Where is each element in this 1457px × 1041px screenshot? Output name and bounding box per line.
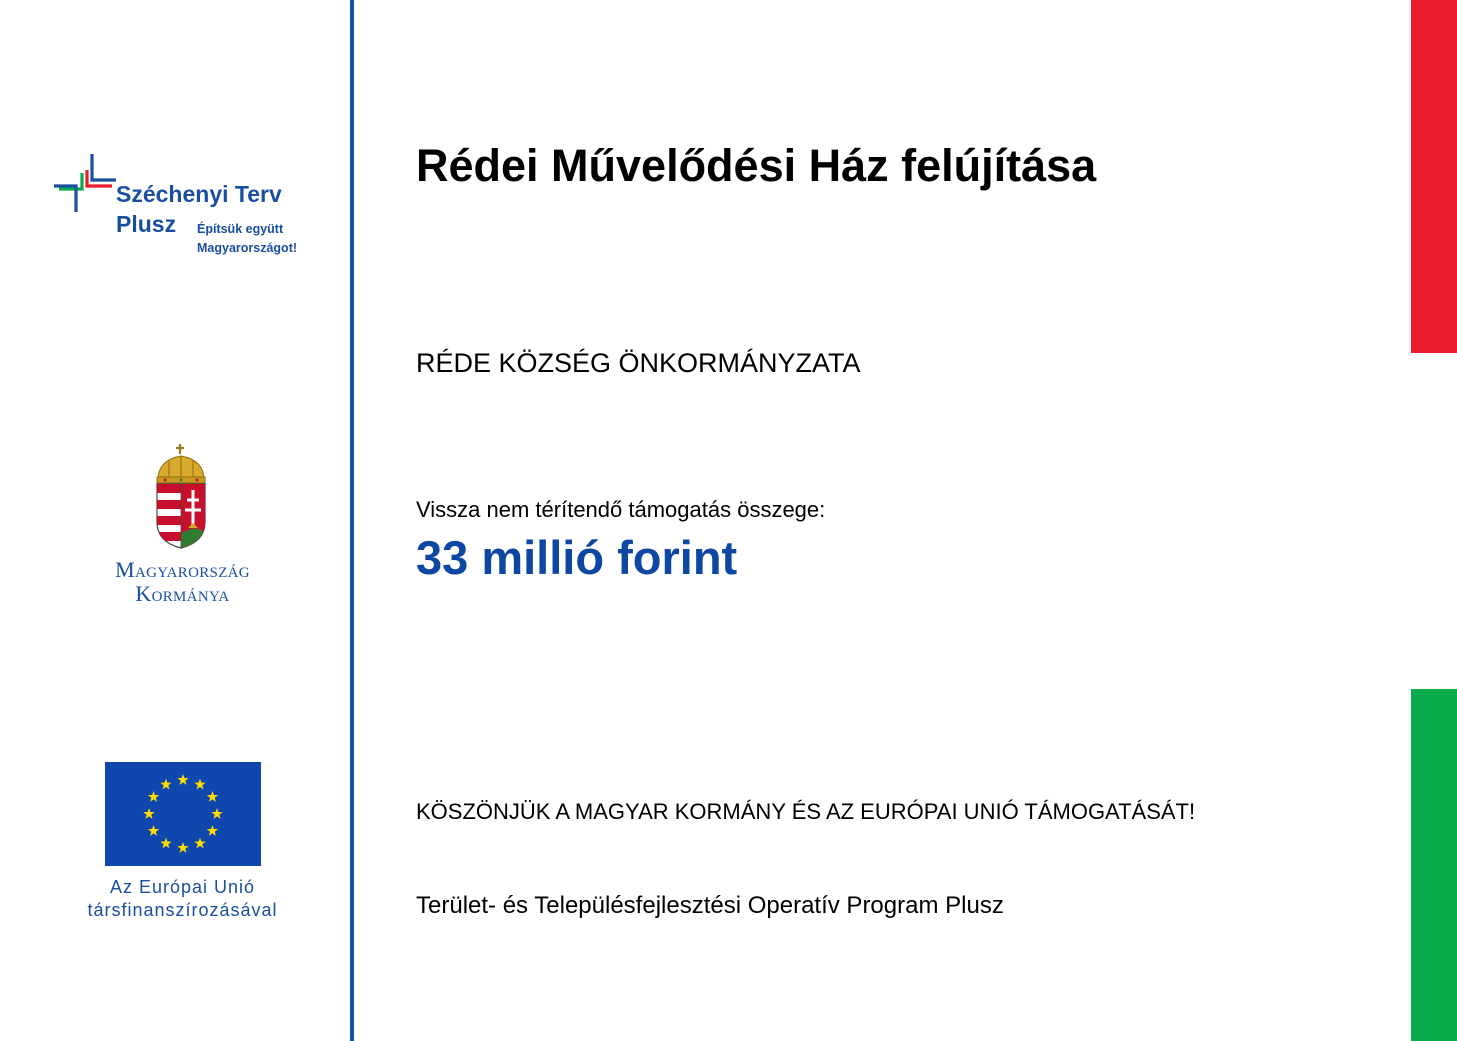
grant-amount: 33 millió forint [416, 531, 738, 584]
eu-line2: társfinanszírozásával [87, 900, 278, 920]
szechenyi-title: Széchenyi Terv [116, 181, 282, 207]
hungarian-coat-of-arms-icon [151, 444, 211, 552]
grant-label: Vissza nem térítendő támogatás összege: [416, 497, 826, 522]
eu-flag-icon [105, 762, 261, 866]
szechenyi-plus: Plusz [116, 211, 177, 237]
flag-red-stripe [1411, 0, 1457, 353]
project-title: Rédei Művelődési Ház felújítása [416, 140, 1097, 191]
government-line2: Kormánya [135, 581, 230, 606]
szechenyi-slogan [197, 220, 297, 258]
szechenyi-logo [54, 150, 334, 260]
program-name: Terület- és Településfejlesztési Operatív Program Plusz [416, 892, 1004, 919]
vertical-divider [350, 0, 354, 1041]
flag-green-stripe [1411, 689, 1457, 1041]
szechenyi-slogan-line1: Építsük együtt [197, 222, 284, 236]
eu-label [40, 876, 325, 922]
thanks-message: KÖSZÖNJÜK A MAGYAR KORMÁNY ÉS AZ EURÓPAI UNIÓ TÁMOGATÁSÁT! [416, 799, 1196, 824]
government-label [60, 558, 305, 606]
government-line1: Magyarország [115, 557, 250, 582]
eu-line1: Az Európai Unió [109, 877, 256, 897]
szechenyi-slogan-line2: Magyarországot! [197, 241, 298, 255]
szechenyi-cross-icon [54, 152, 118, 216]
beneficiary-name: RÉDE KÖZSÉG ÖNKORMÁNYZATA [416, 348, 861, 378]
